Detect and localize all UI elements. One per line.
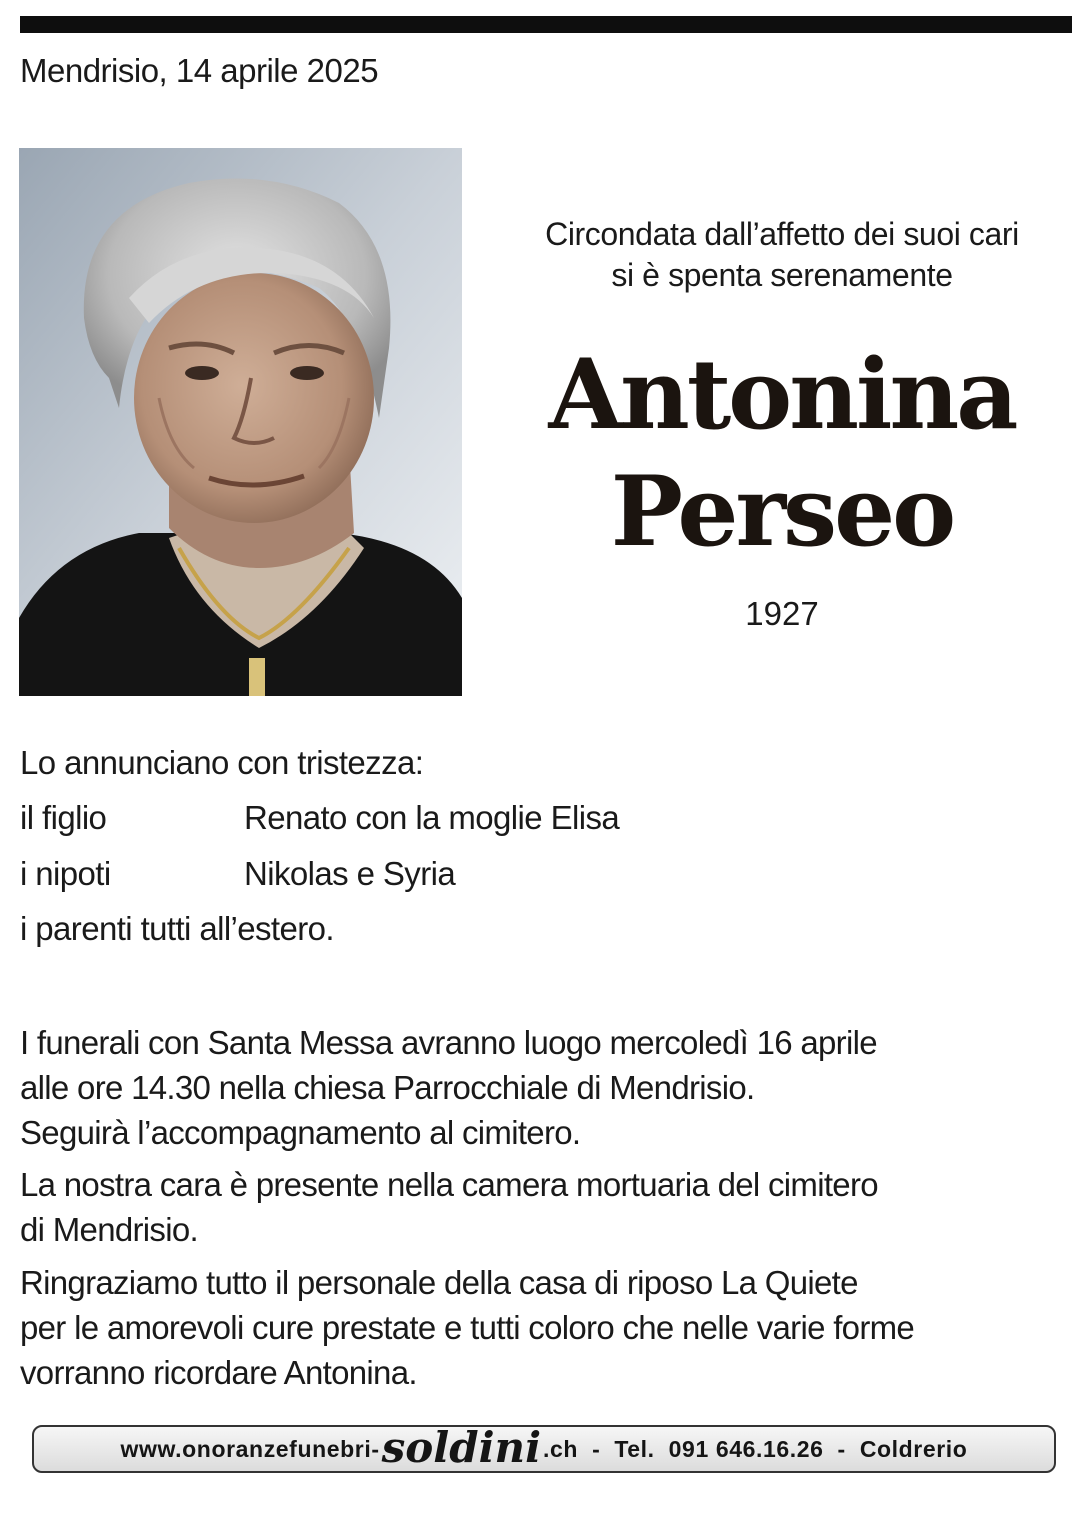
viewing-line: La nostra cara è presente nella camera mortuaria del cimitero [20,1166,878,1203]
thanks-line: Ringraziamo tutto il personale della casa di riposo La Quiete [20,1264,858,1301]
deceased-last-name: Perseo [610,455,954,568]
viewing-line: di Mendrisio. [20,1211,198,1248]
brand-logo: soldini [381,1422,542,1472]
thanks-paragraph [20,1260,1060,1395]
top-rule [20,16,1072,33]
relatives-closing: i parenti tutti all’estero. [20,910,334,947]
website-prefix: www.onoranzefunebri- [120,1435,380,1462]
phone-number: 091 646.16.26 [668,1435,824,1462]
relative-relation: i nipoti [20,855,111,892]
separator: - [837,1435,846,1462]
deceased-first-name: Antonina [548,338,1016,451]
announcement-heading: Lo annunciano con tristezza: [20,744,424,781]
tel-label: Tel. [614,1435,655,1462]
funeral-paragraph [20,1020,1060,1155]
location: Coldrerio [859,1435,968,1462]
thanks-line: vorranno ricordare Antonina. [20,1354,417,1391]
funeral-line: Seguirà l’accompagnamento al cimitero. [20,1114,581,1151]
funeral-line: I funerali con Santa Messa avranno luogo mercoledì 16 aprile [20,1024,877,1061]
relative-names: Renato con la moglie Elisa [244,799,620,836]
website-suffix: .ch [543,1435,579,1462]
intro-text [480,214,1084,296]
intro-line-2: si è spenta serenamente [611,257,953,293]
relative-names: Nikolas e Syria [244,855,456,892]
date-line: Mendrisio, 14 aprile 2025 [20,52,379,89]
birth-year: 1927 [745,595,819,632]
relative-relation: il figlio [20,799,107,836]
funeral-line: alle ore 14.30 nella chiesa Parrocchiale di Mendrisio. [20,1069,755,1106]
intro-line-1: Circondata dall’affetto dei suoi cari [545,216,1019,252]
viewing-paragraph [20,1162,1060,1252]
portrait-photo [19,148,462,696]
funeral-home-banner [32,1422,1056,1473]
separator: - [592,1435,601,1462]
thanks-line: per le amorevoli cure prestate e tutti coloro che nelle varie forme [20,1309,915,1346]
